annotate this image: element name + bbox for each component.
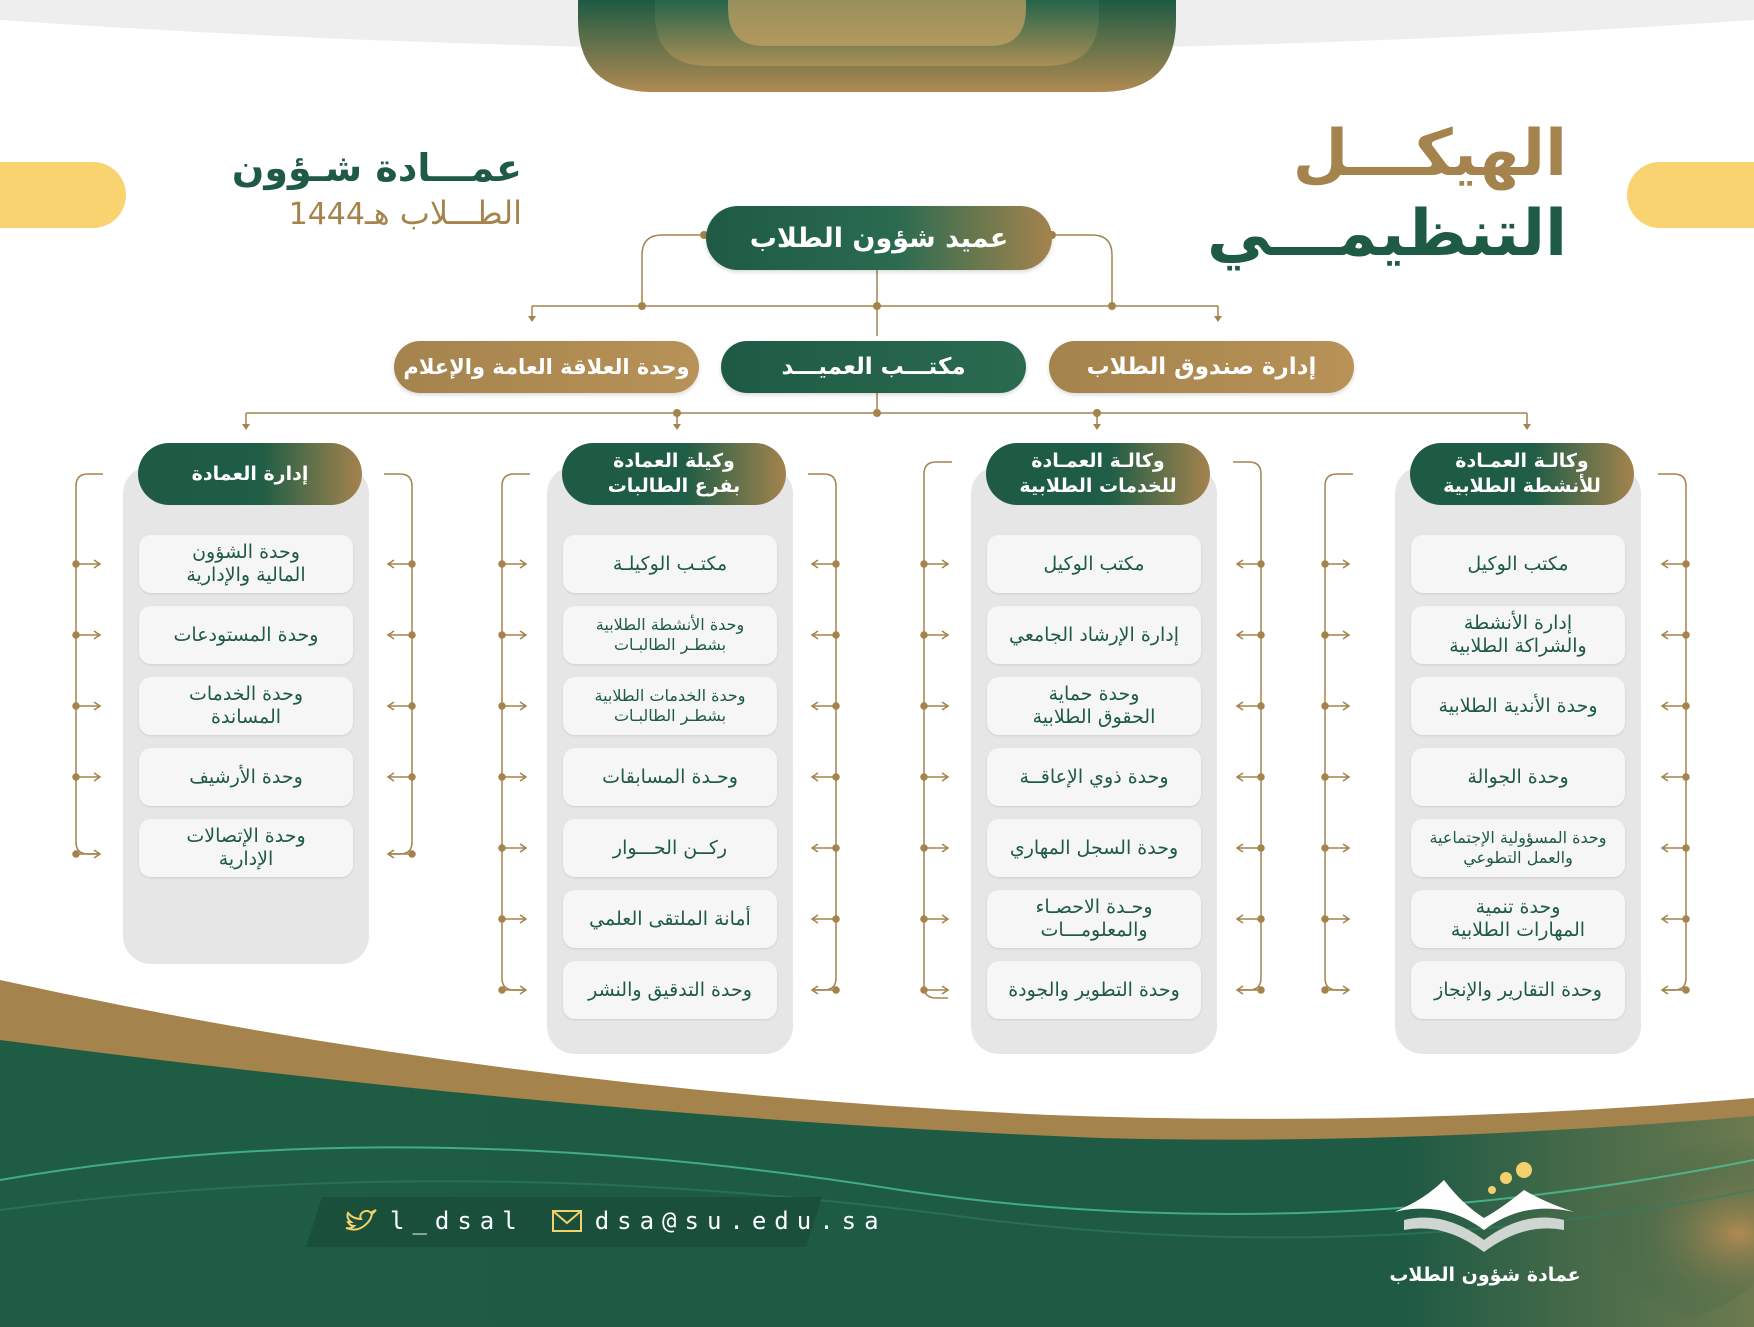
unit-box [139,748,353,806]
unit-box [563,890,777,948]
unit-label: الإدارية [218,848,274,870]
twitter-icon[interactable] [344,1208,378,1234]
unit-box [139,819,353,877]
unit-label: مكتـب الوكيلـة [612,552,728,575]
unit-label: وحدة تنمية [1475,896,1561,918]
head-line: وكيلة العمادة [613,450,735,472]
brand-line1: عمـــادة شـؤون [231,146,522,190]
unit-label: المالية والإدارية [186,564,306,586]
unit-box [563,677,777,735]
unit-label: وحدة السجل المهاري [1009,836,1179,859]
dean-office-box: مكتـــب العميـــد [721,341,1026,393]
unit-label: وحدة المسؤولية الإجتماعية [1429,828,1607,847]
unit-box [563,819,777,877]
unit-label: الحقوق الطلابية [1032,706,1156,728]
unit-box [987,748,1201,806]
unit-box [1411,819,1625,877]
unit-label: وحدة الشؤون [192,541,300,563]
unit-label: بشطـر الطالبـات [613,635,727,654]
unit-label: أمانة الملتقى العلمي [589,907,751,930]
unit-box [1411,677,1625,735]
dean-box: عميد شؤون الطلاب [706,206,1052,270]
head-line: للأنشطة الطلابية [1443,475,1601,497]
brand-year: 1444هـ [288,197,390,232]
unit-label: المهارات الطلابية [1450,919,1586,941]
unit-box [987,890,1201,948]
unit-box [563,535,777,593]
column-activities-head [1410,443,1634,505]
column-admin-head [138,443,362,505]
logo-caption: عمادة شؤون الطلاب [1389,1264,1581,1286]
unit-label: إدارة الإرشاد الجامعي [1009,623,1179,646]
unit-label: إدارة الأنشطة [1463,612,1573,634]
footer-social [344,1207,887,1235]
unit-label: وحدة الأنشطة الطلابية [595,615,745,634]
unit-label: والعمل التطوعي [1463,848,1573,867]
unit-label: وحـدة المسابقات [602,765,738,788]
media-box: وحدة العلاقة العامة والإعلام [394,341,699,393]
unit-label: وحدة الأندية الطلابية [1438,694,1598,717]
unit-box [1411,535,1625,593]
title-line1: الهيكـــل [1292,117,1567,191]
unit-label: وحدة ذوي الإعاقــة [1019,765,1169,788]
unit-label: والشراكة الطلابية [1449,635,1587,657]
book-logo-icon [1384,1160,1584,1260]
head-line: وكالـة العمـادة [1031,450,1165,472]
unit-box [1411,961,1625,1019]
unit-box [987,535,1201,593]
unit-label: وحدة حماية [1048,683,1140,705]
head-line: بفرع الطالبات [607,475,741,497]
fund-box: إدارة صندوق الطلاب [1049,341,1354,393]
unit-label: والمعلومـــات [1040,919,1148,941]
unit-box [139,677,353,735]
unit-label: بشطـر الطالبـات [613,706,727,725]
twitter-handle[interactable]: l_dsal [390,1207,525,1235]
unit-label: مكتب الوكيل [1043,552,1145,575]
unit-label: وحدة الأرشيف [189,765,303,788]
unit-label: وحدة الجوالة [1467,765,1569,788]
unit-box [987,819,1201,877]
column-services-head [986,443,1210,505]
unit-label: وحدة المستودعات [173,623,319,646]
head-line: للخدمات الطلابية [1019,475,1177,497]
unit-label: وحدة التقارير والإنجاز [1434,978,1602,1001]
unit-label: وحدة الخدمات [188,683,304,705]
head-line: إدارة العمادة [191,462,309,485]
unit-label: وحدة التطوير والجودة [1008,978,1180,1001]
brand-line2-text: الطـــلاب [399,194,522,232]
unit-label: ركــن الحـــوار [612,836,728,859]
unit-box [987,677,1201,735]
unit-label: وحدة الإتصالات [186,825,306,847]
title-line2: التنظيمـــي [1207,197,1567,271]
head-line: وكالـة العمـادة [1455,450,1589,472]
unit-box [987,606,1201,664]
unit-box [1411,890,1625,948]
unit-box [563,748,777,806]
unit-box [1411,606,1625,664]
unit-label: وحدة التدقيق والنشر [588,978,752,1001]
unit-box [139,535,353,593]
unit-label: مكتب الوكيل [1467,552,1569,575]
brand-line2 [212,194,522,232]
unit-label: وحدة الخدمات الطلابية [594,686,746,705]
unit-label: المساندة [211,706,282,728]
column-female-branch-head [562,443,786,505]
email-address[interactable]: dsa@su.edu.sa [594,1207,887,1235]
unit-box [139,606,353,664]
unit-box [987,961,1201,1019]
email-icon[interactable] [551,1209,583,1233]
unit-box [563,606,777,664]
unit-label: وحـدة الاحصـاء [1035,896,1153,918]
unit-box [1411,748,1625,806]
unit-box [563,961,777,1019]
